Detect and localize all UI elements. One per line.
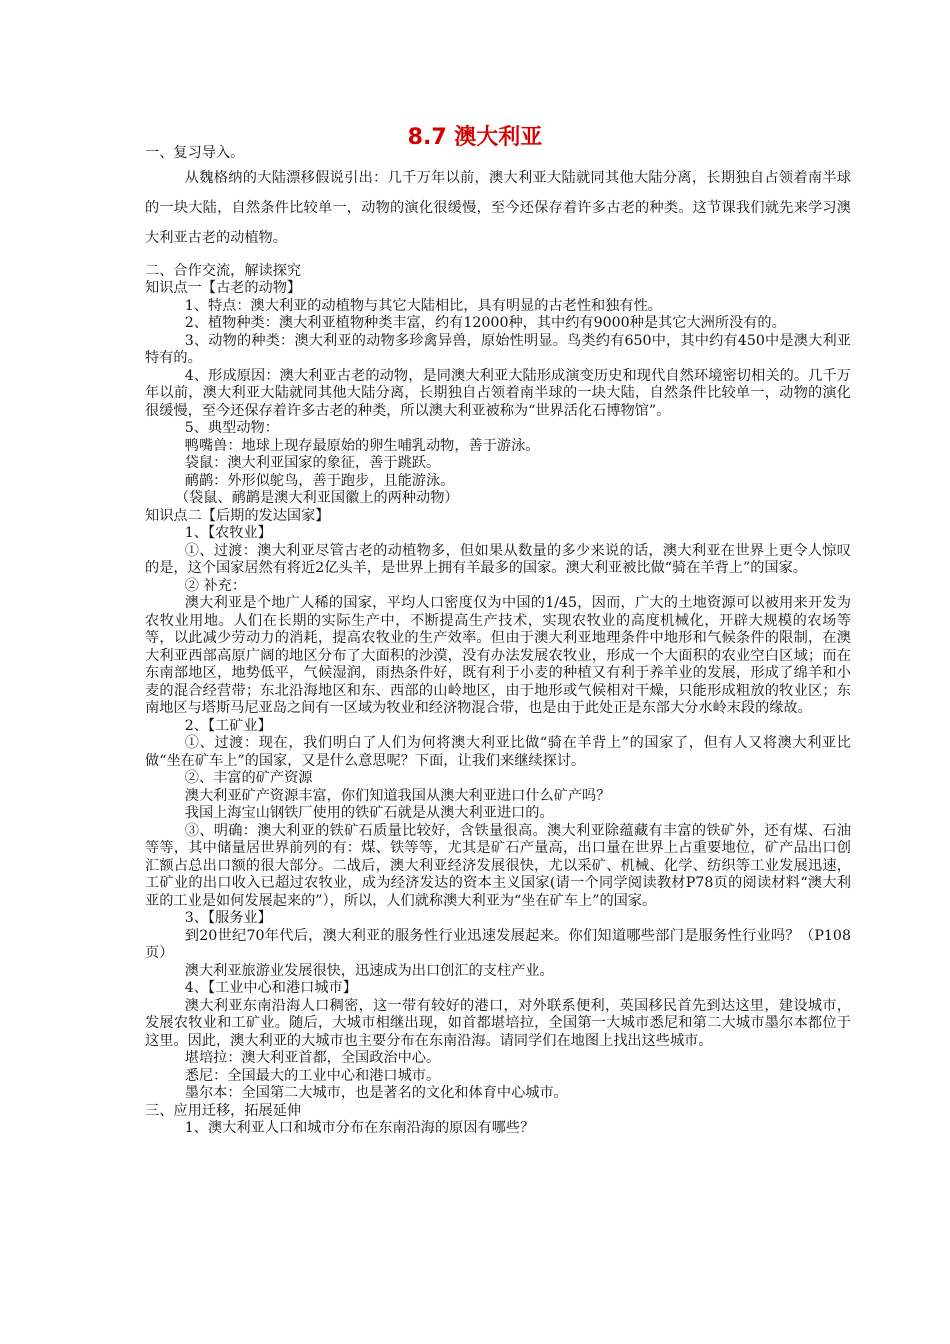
- paragraph: 堪培拉：澳大利亚首都，全国政治中心。: [184, 1050, 441, 1066]
- paragraph: 1、澳大利亚人口和城市分布在东南沿海的原因有哪些？: [184, 1120, 535, 1136]
- spacer: [145, 253, 851, 263]
- paragraph: 澳大利亚矿产资源丰富，你们知道我国从澳大利亚进口什么矿产吗？: [184, 787, 611, 804]
- paragraph: 二、合作交流，解读探究: [145, 262, 302, 279]
- paragraph: 4、形成原因：澳大利亚古老的动物，是同澳大利亚大陆形成演变历史和现代自然环境密切相关的。几千万年以前，澳大利亚大陆就同其他大陆分离，长期独自占领着南半球的一块大陆，自然条件比较单一，动物的演化很缓慢，至今还保存着许多古老的种类，所以澳大利亚被称为“世界活化石博物馆”。: [145, 367, 851, 419]
- paragraph: 鸭嘴兽：地球上现存最原始的卵生哺乳动物，善于游泳。: [184, 437, 540, 454]
- paragraph: 袋鼠：澳大利亚国家的象征，善于跳跃。: [184, 455, 441, 471]
- paragraph: 悉尼：全国最大的工业中心和港口城市。: [184, 1067, 441, 1084]
- paragraph: 知识点一【古老的动物】: [145, 280, 302, 296]
- paragraph: 到20世纪70年代后，澳大利亚的服务性行业迅速发展起来。你们知道哪些部门是服务性行业吗？（P108页）: [145, 927, 851, 961]
- paragraph: （袋鼠、鸸鹋是澳大利亚国徽上的两种动物）: [174, 490, 459, 506]
- paragraph: ②、丰富的矿产资源: [184, 770, 313, 786]
- paragraph: 2、植物种类：澳大利亚植物种类丰富，约有12000种，其中约有9000种是其它大洲所没有的。: [184, 315, 786, 331]
- paragraph: 鸸鹋：外形似鸵鸟，善于跑步，且能游泳。: [184, 472, 455, 489]
- paragraph: 墨尔本：全国第二大城市，也是著名的文化和体育中心城市。: [184, 1085, 568, 1101]
- paragraph: 2、【工矿业】: [184, 717, 272, 734]
- paragraph: 3、动物的种类：澳大利亚的动物多珍禽异兽，原始性明显。鸟类约有650中，其中约有450中是澳大利亚特有的。: [145, 332, 851, 366]
- paragraph: 1、特点：澳大利亚的动植物与其它大陆相比，具有明显的古老性和独有性。: [184, 297, 662, 314]
- paragraph: ③、明确：澳大利亚的铁矿石质量比较好，含铁量很高。澳大利亚除蕴藏有丰富的铁矿外，还有煤、石油等等，其中储量居世界前列的有：煤、铁等等，尤其是矿石产量高，出口量在世界上占重要地位，矿产品出口创汇额占总出口额的很大部分。二战后，澳大利亚经济发展很快，尤以采矿、机械、化学、纺织等工业发展迅速，工矿业的出口收入已超过农牧业，成为经济发达的资本主义国家(请一个同学阅读教材P78页的阅读材料“澳大利亚的工业是如何发展起来的”），所以，人们就称澳大利亚为“坐在矿车上”的国家。: [145, 822, 851, 909]
- paragraph: 知识点二【后期的发达国家】: [145, 507, 330, 524]
- paragraph: 1、【农牧业】: [184, 525, 272, 541]
- paragraph: 我国上海宝山钢铁厂使用的铁矿石就是从澳大利亚进口的。: [184, 805, 554, 821]
- paragraph: ①、过渡：澳大利亚尽管古老的动植物多，但如果从数量的多少来说的话，澳大利亚在世界上更令人惊叹的是，这个国家居然有将近2亿头羊，是世界上拥有羊最多的国家。澳大利亚被比做“骑在羊背上”的国家。: [145, 542, 851, 576]
- page-title: 8.7 澳大利亚: [407, 125, 543, 150]
- document-body: [145, 145, 851, 1138]
- paragraph: 三、应用迁移，拓展延伸: [145, 1102, 302, 1119]
- paragraph: ①、过渡：现在，我们明白了人们为何将澳大利亚比做“骑在羊背上”的国家了，但有人又将澳大利亚比做“坐在矿车上”的国家，又是什么意思呢？下面，让我们来继续探讨。: [145, 735, 851, 769]
- paragraph: 澳大利亚是个地广人稀的国家，平均人口密度仅为中国的1/45，因而，广大的土地资源可以被用来开发为农牧业用地。人们在长期的实际生产中，不断提高生产技术，实现农牧业的高度机械化，开辟大规模的农场等等，以此减少劳动力的消耗，提高农牧业的生产效率。但由于澳大利亚地理条件中地形和气候条件的限制，在澳大利亚西部高原广阔的地区分布了大面积的沙漠，没有办法发展农牧业，形成一个大面积的农业空白区域；而在东南部地区，地势低平，气候湿润，雨热条件好，既有利于小麦的种植又有利于养羊业的发展，形成了绵羊和小麦的混合经营带；东北沿海地区和东、西部的山岭地区，由于地形或气候相对干燥，只能形成粗放的牧业区；东南地区与塔斯马尼亚岛之间有一区域为牧业和经济物混合带，也是由于此处正是东部大分水岭末段的缘故。: [145, 595, 851, 716]
- paragraph: ② 补充：: [184, 577, 247, 594]
- paragraph: 澳大利亚东南沿海人口稠密，这一带有较好的港口，对外联系便利，英国移民首先到达这里，建设城市，发展农牧业和工矿业。随后，大城市相继出现，如首都堪培拉，全国第一大城市悉尼和第二大城市墨尔本都位于这里。因此，澳大利亚的大城市也主要分布在东南沿海。请同学们在地图上找出这些城市。: [145, 997, 851, 1049]
- paragraph: 5、典型动物：: [184, 420, 279, 436]
- paragraph: 3、【服务业】: [184, 910, 272, 926]
- paragraph: 4、【工业中心和港口城市】: [184, 980, 357, 996]
- paragraph: 从魏格纳的大陆漂移假说引出：几千万年以前，澳大利亚大陆就同其他大陆分离，长期独自占领着南半球的一块大陆，自然条件比较单一，动物的演化很缓慢，至今还保存着许多古老的种类。这节课我们就先来学习澳大利亚古老的动植物。: [145, 169, 851, 246]
- paragraph: 澳大利亚旅游业发展很快，迅速成为出口创汇的支柱产业。: [184, 962, 554, 979]
- paragraph: 一、复习导入。: [145, 145, 245, 161]
